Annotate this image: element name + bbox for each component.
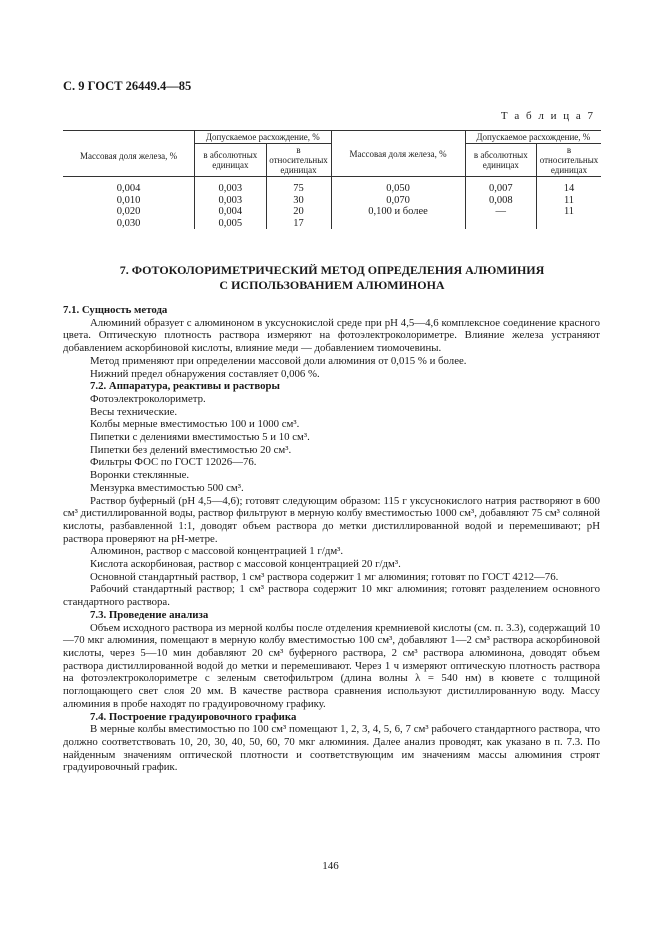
heading-7-2: 7.2. Аппаратура, реактивы и растворы: [90, 380, 280, 393]
data-table: [63, 130, 601, 229]
list-item: Пипетки без делений вместимостью 20 см³.: [90, 443, 292, 456]
table-row: [63, 218, 601, 230]
heading-7-1: 7.1. Сущность метода: [63, 304, 168, 316]
col-rel-header-2: в относительных единицах: [537, 144, 602, 177]
para-7-4: В мерные колбы вместимостью по 100 см³ помещают 1, 2, 3, 4, 5, 6, 7 см³ рабочего стандартного раствора, что должно соответствовать 10, 20, 30, 40, 50, 60, 70 мкг алюминия. Далее анализ проводят, как указано в п. 7.3. По найденным значениям оптической плотности и соответствующим им значениям массы алюминия строят градуировочный график.: [63, 723, 600, 774]
table-cell: 0,005: [195, 218, 266, 230]
heading-7-4: 7.4. Построение градуировочного графика: [90, 710, 297, 723]
col-dev-header: Допускаемое расхождение, %: [195, 131, 331, 144]
list-item: Весы технические.: [90, 405, 178, 418]
table-cell: 0,007: [465, 177, 536, 195]
table-cell: [537, 218, 602, 230]
table-cell: 0,010: [63, 195, 195, 207]
col-mass-header: Массовая доля железа, %: [63, 131, 195, 177]
list-item: Пипетки с делениями вместимостью 5 и 10 см³.: [90, 431, 310, 444]
page-header: С. 9 ГОСТ 26449.4—85: [63, 79, 192, 93]
section-title-line-1: 7. ФОТОКОЛОРИМЕТРИЧЕСКИЙ МЕТОД ОПРЕДЕЛЕНИЯ АЛЮМИНИЯ: [119, 263, 545, 277]
section-title-line-2: С ИСПОЛЬЗОВАНИЕМ АЛЮМИНОНА: [219, 278, 445, 292]
para-7-1c: Нижний предел обнаружения составляет 0,006 %.: [90, 367, 320, 380]
para-7-1a: Алюминий образует с алюминоном в уксуснокислой среде при pH 4,5—4,6 комплексное соединение красного цвета. Оптическую плотность раствора измеряют на фотоэлектроколориметре. Влияние железа устраняют добавлением аскорбиновой кислоты, влияние меди — добавлением тиомочевины.: [63, 316, 600, 355]
heading-7-3: 7.3. Проведение анализа: [90, 608, 209, 621]
list-item: Мензурка вместимостью 500 см³.: [90, 481, 244, 494]
table-cell: 11: [563, 206, 575, 217]
table-cell: 20: [266, 206, 331, 218]
table-cell: 17: [266, 218, 331, 230]
table-cell: 11: [563, 194, 575, 206]
table-cell: 0,030: [63, 218, 195, 230]
table-cell: 30: [266, 195, 331, 207]
table-cell: 0,004: [195, 206, 266, 218]
table-cell: [331, 218, 465, 230]
table-cell: 0,004: [63, 177, 195, 195]
col-abs-header-2: в абсолютных единицах: [465, 144, 536, 177]
col-abs-header: в абсолютных единицах: [195, 144, 266, 177]
list-item: Фильтры ФОС по ГОСТ 12026—76.: [90, 456, 257, 469]
para-buffer: Раствор буферный (рН 4,5—4,6); готовят следующим образом: 115 г уксуснокислого натрия растворяют в 600 см³ дистиллированной воды, раствор фильтруют в мерную колбу вместимостью 1000 см³, добавляют 75 см³ соляной кислоты, разбавленной 1:1, доводят объем раствора до метки дистиллированной водой и перемешивают; рН раствора проверяют на рН-метре.: [63, 494, 600, 545]
para-working-solution: Рабочий стандартный раствор; 1 см³ раствора содержит 10 мкг алюминия; готовят разделением основного стандартного раствора.: [63, 583, 600, 609]
list-item: Воронки стеклянные.: [90, 469, 190, 482]
list-item: Колбы мерные вместимостью 100 и 1000 см³.: [90, 418, 300, 431]
page-number: 146: [322, 860, 339, 872]
table-cell: 14: [563, 183, 575, 194]
section-title: [63, 263, 601, 293]
list-item: Кислота аскорбиновая, раствор с массовой концентрацией 20 г/дм³.: [90, 558, 401, 571]
body-text: [63, 304, 600, 774]
table-row: [63, 177, 601, 195]
table-cell: 0,050: [331, 177, 465, 195]
table-cell: —: [465, 206, 536, 218]
table-cell: 0,003: [195, 177, 266, 195]
table-row: [63, 195, 601, 207]
table-cell: 0,008: [465, 195, 536, 207]
list-item: Алюминон, раствор с массовой концентрацией 1 г/дм³.: [90, 545, 344, 558]
list-item: Фотоэлектроколориметр.: [90, 392, 206, 405]
col-mass-header-2: Массовая доля железа, %: [331, 131, 465, 177]
table-cell: [465, 218, 536, 230]
para-stock-solution: Основной стандартный раствор, 1 см³ раствора содержит 1 мг алюминия; готовят по ГОСТ 4212—76.: [90, 570, 559, 583]
table-cell: 0,070: [331, 195, 465, 207]
table-row: [63, 206, 601, 218]
col-dev-header-2: Допускаемое расхождение, %: [465, 131, 601, 144]
table-cell: 0,003: [195, 195, 266, 207]
para-7-1b: Метод применяют при определении массовой доли алюминия от 0,015 % и более.: [90, 354, 467, 367]
table-cell: 75: [266, 177, 331, 195]
col-rel-header: в относительных единицах: [266, 144, 331, 177]
table-cell: 0,020: [63, 206, 195, 218]
table-cell: 0,100 и более: [331, 206, 465, 218]
table-caption: Т а б л и ц а 7: [500, 110, 595, 122]
para-7-3: Объем исходного раствора из мерной колбы после отделения кремниевой кислоты (см. п. 3.3), содержащий 10—70 мкг алюминия, помещают в мерную колбу вместимостью 100 см³, добавляют 1—2 см³ раствора аскорбиновой кислоты, через 5—10 мин добавляют 20 см³ буферного раствора, 2 см³ раствора алюминона, доводят объем раствора дистиллированной водой до метки и перемешивают. Через 1 ч измеряют оптическую плотность раствора на фотоэлектроколориметре с зеленым светофильтром (длина волны λ = 540 нм) в кювете с толщиной поглощающего свет слоя 20 мм. В качестве раствора сравнения используют дистиллированную воду. Массу алюминия в пробе находят по градуировочному графику.: [63, 621, 600, 710]
